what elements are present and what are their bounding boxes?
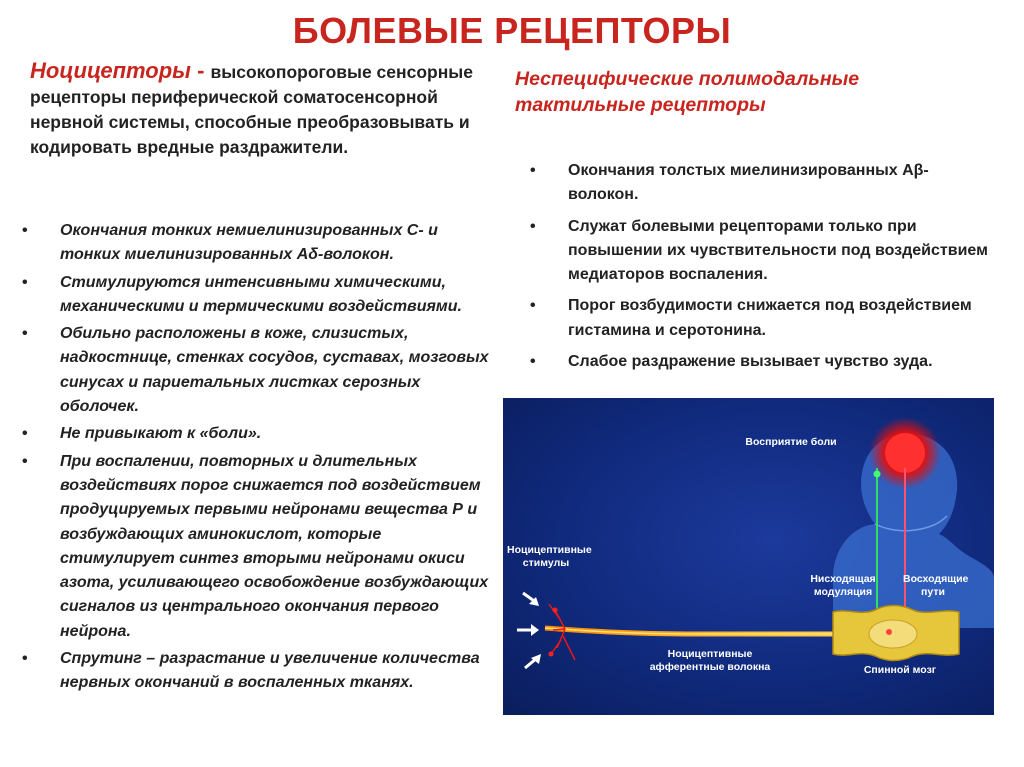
- nociceptors-definition-text: высокопороговые сенсорные рецепторы периферической соматосенсорной нервной системы, способные преобразовывать и кодировать вредные раздражители: [30, 62, 473, 157]
- nociceptors-definition: [30, 58, 475, 160]
- stimulus-arrow-head: [531, 624, 539, 636]
- list-item: • Служат болевыми рецепторами только при повышении их чувствительности под воздействием медиаторов воспаления.: [528, 215, 998, 288]
- list-item: • Слабое раздражение вызывает чувство зуда.: [528, 350, 998, 374]
- spinal-synapse: [886, 629, 892, 635]
- label-ascending-pathways: Восходящие пути: [903, 573, 969, 598]
- polymodal-facts-list: [528, 159, 998, 381]
- list-item: • Порог возбудимости снижается под воздействием гистамина и серотонина.: [528, 294, 998, 343]
- nociceptors-term: Ноцицепторы: [30, 58, 191, 83]
- nerve-ending-dot: [553, 608, 558, 613]
- label-pain-perception: Восприятие боли: [745, 436, 837, 448]
- nociceptor-facts-list: [20, 219, 490, 699]
- label-descending-modulation: Нисходящая модуляция: [810, 573, 876, 598]
- list-item: • Окончания тонких немиелинизированных С- и тонких миелинизированных Аδ-волокон.: [20, 219, 490, 268]
- list-item: • Обильно расположены в коже, слизистых, надкостнице, стенках сосудов, суставах, мозговых синусах и париетальных листках серозных оболочек.: [20, 322, 490, 419]
- label-spinal-cord: Спинной мозг: [863, 664, 937, 676]
- list-item: • Не привыкают к «боли».: [20, 422, 490, 446]
- polymodal-receptors-heading: Неспецифические полимодальные тактильные рецепторы: [515, 68, 860, 116]
- brain-pain-center: [885, 433, 925, 473]
- nerve-ending-dot: [549, 652, 554, 657]
- spinal-grey-matter: [869, 620, 917, 648]
- term-dash: -: [190, 58, 211, 83]
- list-item: • Окончания толстых миелинизированных Аβ-волокон.: [528, 159, 998, 208]
- pathway-node: [874, 471, 881, 478]
- definition-period: .: [343, 137, 349, 157]
- page-title: БОЛЕВЫЕ РЕЦЕПТОРЫ: [292, 10, 732, 51]
- list-item: • Спрутинг – разрастание и увеличение количества нервных окончаний в воспаленных тканях.: [20, 647, 490, 696]
- list-item: • При воспалении, повторных и длительных воздействиях порог снижается под воздействием продуцируемых первыми нейронами вещества Р и возбуждающих аминокислот, которые стимулирует синтез вторыми нейронами окиси азота, усиливающего освобождение возбуждающих сигналов из центрального окончания первого нейрона.: [20, 450, 490, 644]
- pain-pathway-illustration: [503, 398, 994, 715]
- list-item: • Стимулируются интенсивными химическими, механическими и термическими воздействиями.: [20, 271, 490, 320]
- label-afferent-fibers: Ноцицептивные афферентные волокна: [649, 648, 771, 673]
- label-nociceptive-stimuli: Ноцицептивные стимулы: [507, 544, 592, 569]
